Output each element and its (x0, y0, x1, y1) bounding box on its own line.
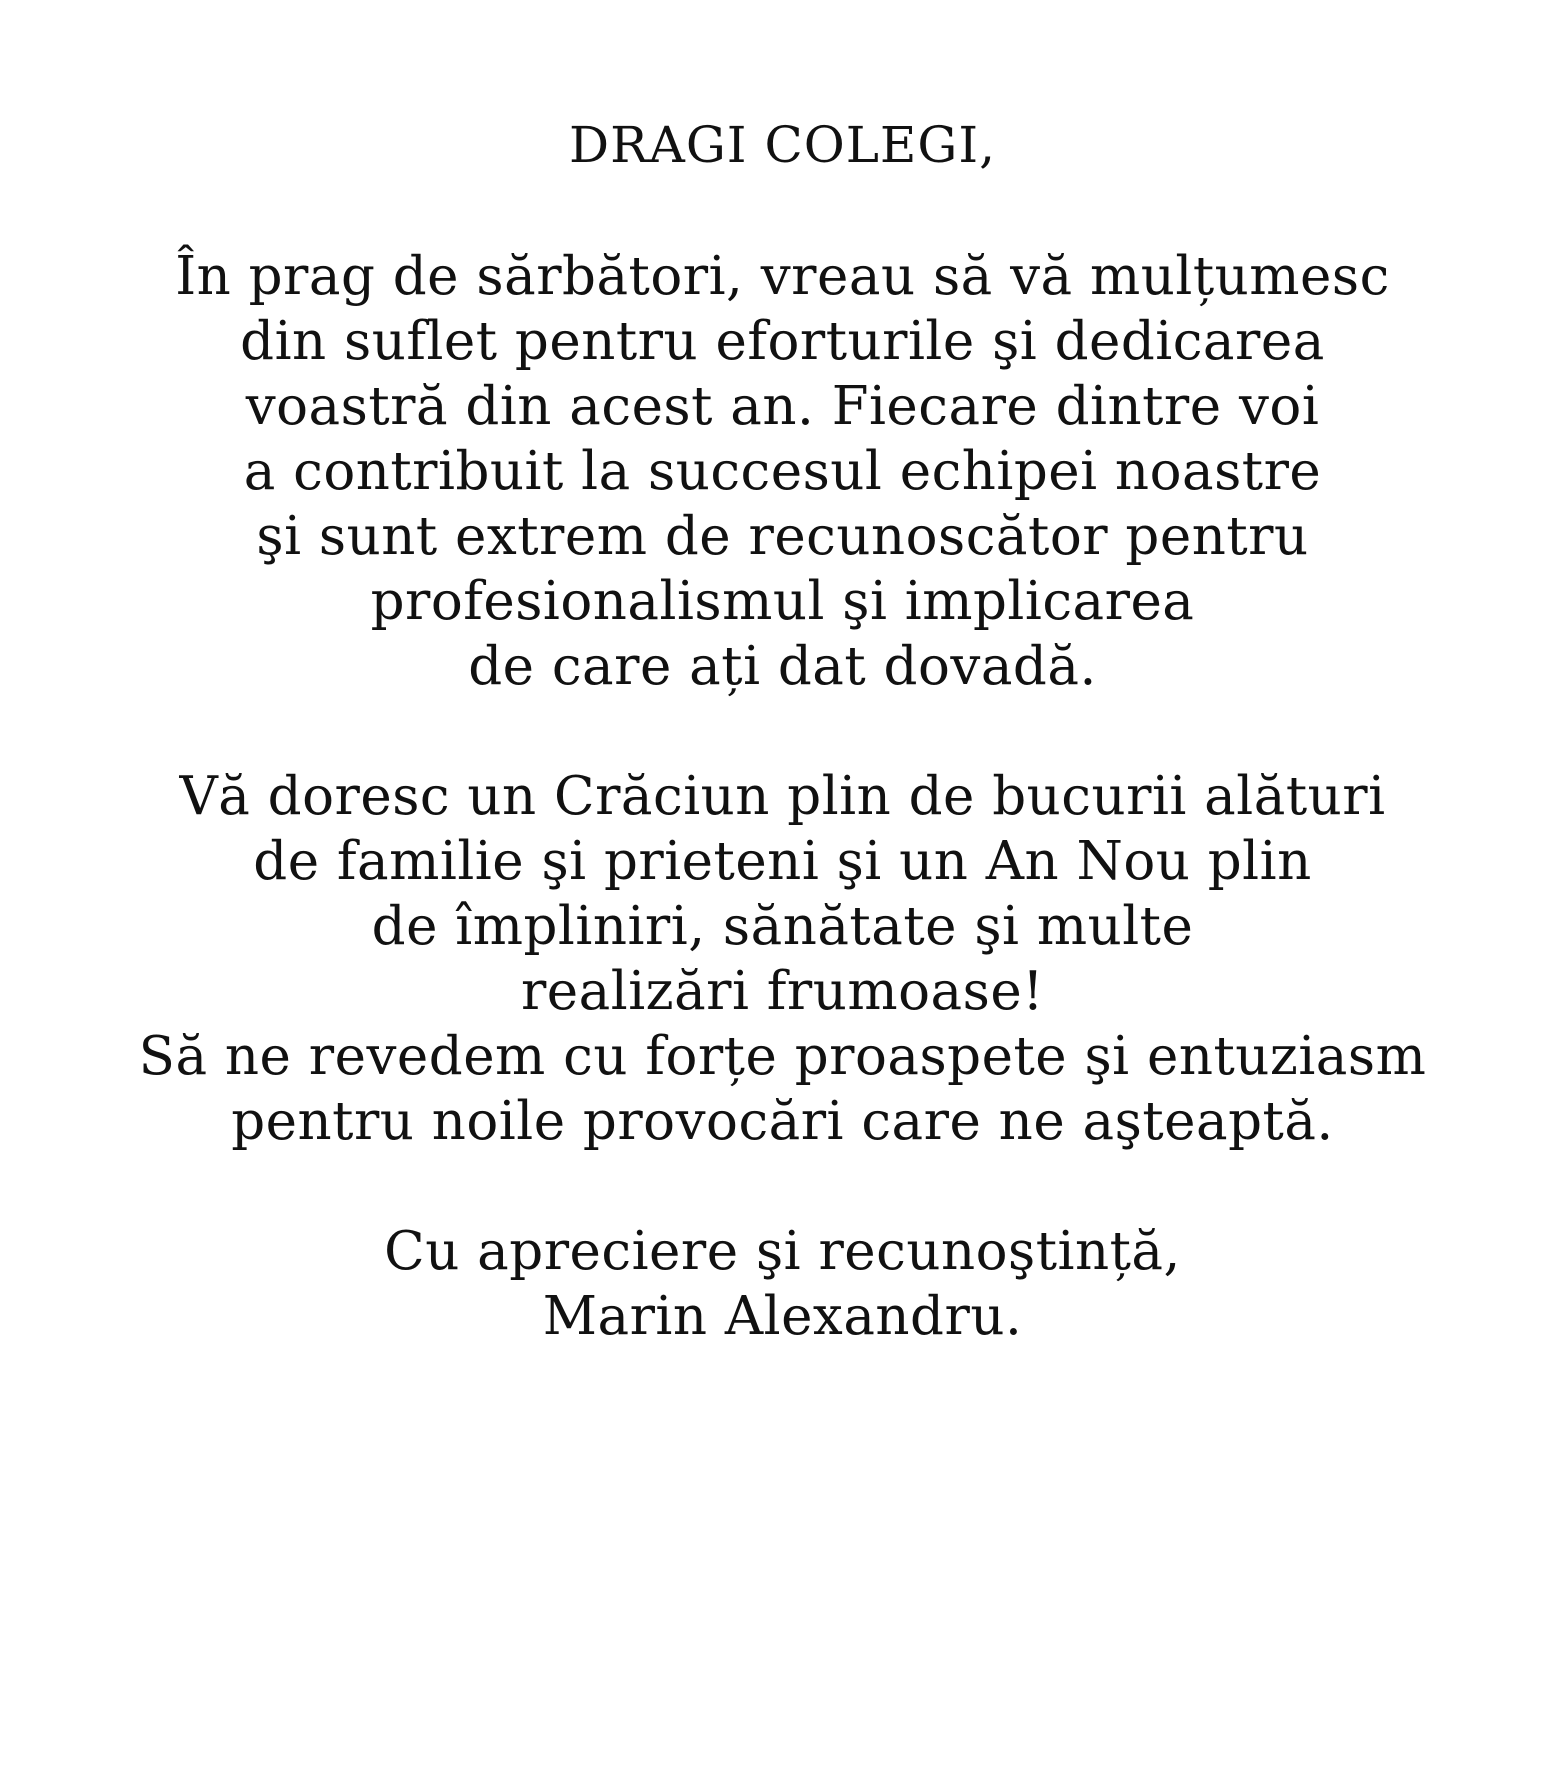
paragraph-line: de familie şi prieteni şi un An Nou plin (253, 831, 1312, 892)
paragraph-line: de împliniri, sănătate şi multe (371, 896, 1194, 957)
paragraph-line: din suflet pentru eforturile şi dedicarea (240, 311, 1325, 372)
letter-closing: Cu apreciere şi recunoştință, (384, 1221, 1181, 1282)
paragraph-line: profesionalismul şi implicarea (370, 571, 1195, 632)
paragraph-line: de care ați dat dovadă. (468, 636, 1097, 697)
paragraph-line: şi sunt extrem de recunoscător pentru (256, 506, 1309, 567)
paragraph-line: a contribuit la succesul echipei noastre (243, 441, 1322, 502)
paragraph-line: Să ne revedem cu forțe proaspete şi entuziasm (138, 1026, 1427, 1087)
letter-greeting: DRAGI COLEGI, (569, 116, 996, 174)
paragraph-line: realizări frumoase! (520, 961, 1045, 1022)
paragraph-line: pentru noile provocări care ne aşteaptă. (231, 1091, 1334, 1152)
paragraph-line: Vă doresc un Crăciun plin de bucurii alături (179, 766, 1386, 827)
paragraph-line: voastră din acest an. Fiecare dintre voi (245, 376, 1320, 437)
letter-signature: Marin Alexandru. (542, 1286, 1023, 1347)
paragraph-line: În prag de sărbători, vreau să vă mulțumesc (175, 246, 1390, 307)
